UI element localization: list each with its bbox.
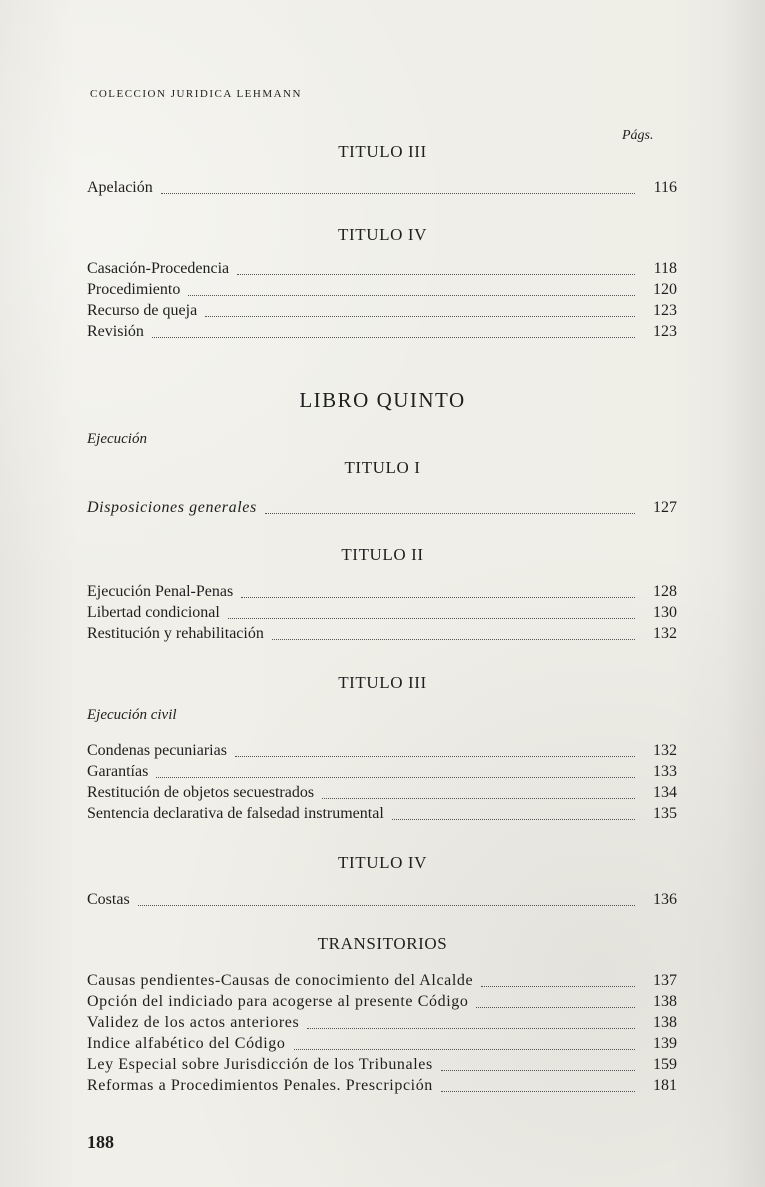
- entry-label: Disposiciones generales: [87, 499, 257, 516]
- entry-label: Procedimiento: [87, 281, 181, 298]
- dot-leader: [272, 639, 635, 640]
- page-number: 188: [87, 1132, 114, 1152]
- toc-entry: [87, 782, 677, 803]
- dot-leader: [156, 777, 635, 778]
- dot-leader: [241, 597, 635, 598]
- pages-column-label: Págs.: [622, 128, 654, 143]
- entry-label: Ley Especial sobre Jurisdicción de los Tribunales: [87, 1056, 433, 1073]
- ejecucion-civil-label: Ejecución civil: [87, 707, 177, 723]
- titulo-iv-heading: TITULO IV: [338, 853, 427, 872]
- section-apelacion: [87, 177, 677, 198]
- section-disposiciones: [87, 497, 677, 518]
- toc-entry: [87, 177, 677, 198]
- entry-label: Opción del indiciado para acogerse al presente Código: [87, 993, 469, 1010]
- dot-leader: [294, 1049, 635, 1050]
- dot-leader: [205, 316, 635, 317]
- titulo-i-heading: TITULO I: [344, 458, 421, 477]
- entry-label: Ejecución Penal-Penas: [87, 583, 234, 600]
- entry-page: 135: [653, 805, 677, 822]
- dot-leader: [307, 1028, 635, 1029]
- toc-entry: [87, 1054, 677, 1075]
- entry-page: 133: [653, 763, 677, 780]
- dot-leader: [237, 274, 635, 275]
- toc-entry: [87, 300, 677, 321]
- toc-entry: [87, 740, 677, 761]
- toc-entry: [87, 497, 677, 518]
- dot-leader: [441, 1070, 635, 1071]
- entry-page: 138: [653, 993, 677, 1010]
- entry-label: Reformas a Procedimientos Penales. Prescripción: [87, 1077, 433, 1094]
- entry-page: 128: [653, 583, 677, 600]
- entry-page: 120: [653, 281, 677, 298]
- libro-quinto-heading: LIBRO QUINTO: [299, 388, 466, 412]
- dot-leader: [138, 905, 635, 906]
- running-head: COLECCION JURIDICA LEHMANN: [90, 88, 302, 100]
- entry-label: Sentencia declarativa de falsedad instrumental: [87, 805, 384, 822]
- titulo-ii-heading: TITULO II: [341, 545, 424, 564]
- section-ejecucion-penal: [87, 581, 677, 644]
- section-transitorios: [87, 970, 677, 1096]
- entry-label: Recurso de queja: [87, 302, 198, 319]
- entry-page: 139: [653, 1035, 677, 1052]
- page-edge-shadow: [725, 0, 765, 1187]
- toc-entry: [87, 761, 677, 782]
- dot-leader: [322, 798, 635, 799]
- entry-page: 134: [653, 784, 677, 801]
- toc-entry: [87, 803, 677, 824]
- toc-entry: [87, 1012, 677, 1033]
- entry-label: Garantías: [87, 763, 149, 780]
- ejecucion-label: Ejecución: [87, 431, 147, 447]
- toc-entry: [87, 623, 677, 644]
- toc-entry: [87, 889, 677, 910]
- entry-label: Restitución y rehabilitación: [87, 625, 264, 642]
- entry-label: Apelación: [87, 179, 153, 196]
- dot-leader: [441, 1091, 635, 1092]
- entry-label: Indice alfabético del Código: [87, 1035, 286, 1052]
- dot-leader: [161, 193, 635, 194]
- titulo-iii-heading: TITULO III: [338, 142, 427, 161]
- entry-page: 159: [653, 1056, 677, 1073]
- entry-label: Causas pendientes-Causas de conocimiento del Alcalde: [87, 972, 474, 989]
- entry-page: 116: [653, 179, 677, 196]
- entry-label: Casación-Procedencia: [87, 260, 230, 277]
- dot-leader: [392, 819, 635, 820]
- dot-leader: [265, 513, 635, 514]
- toc-entry: [87, 321, 677, 342]
- entry-label: Costas: [87, 891, 130, 908]
- entry-label: Libertad condicional: [87, 604, 220, 621]
- toc-entry: [87, 1075, 677, 1096]
- entry-page: 127: [653, 499, 677, 516]
- entry-label: Validez de los actos anteriores: [87, 1014, 300, 1031]
- toc-entry: [87, 991, 677, 1012]
- dot-leader: [228, 618, 635, 619]
- entry-page: 123: [653, 302, 677, 319]
- toc-entry: [87, 970, 677, 991]
- entry-page: 123: [653, 323, 677, 340]
- section-ejecucion-civil: [87, 740, 677, 824]
- entry-page: 136: [653, 891, 677, 908]
- entry-page: 137: [653, 972, 677, 989]
- toc-entry: [87, 602, 677, 623]
- entry-label: Revisión: [87, 323, 144, 340]
- dot-leader: [481, 986, 635, 987]
- entry-page: 181: [653, 1077, 677, 1094]
- dot-leader: [188, 295, 635, 296]
- entry-label: Restitución de objetos secuestrados: [87, 784, 315, 801]
- entry-page: 138: [653, 1014, 677, 1031]
- entry-page: 132: [653, 742, 677, 759]
- entry-page: 130: [653, 604, 677, 621]
- entry-page: 132: [653, 625, 677, 642]
- titulo-iv-heading: TITULO IV: [338, 225, 427, 244]
- toc-entry: [87, 258, 677, 279]
- section-casacion: [87, 258, 677, 342]
- dot-leader: [235, 756, 635, 757]
- dot-leader: [476, 1007, 635, 1008]
- section-costas: [87, 889, 677, 910]
- entry-label: Condenas pecuniarias: [87, 742, 227, 759]
- titulo-iii-heading: TITULO III: [338, 673, 427, 692]
- dot-leader: [152, 337, 635, 338]
- toc-entry: [87, 1033, 677, 1054]
- entry-page: 118: [653, 260, 677, 277]
- transitorios-heading: TRANSITORIOS: [317, 934, 448, 953]
- toc-entry: [87, 581, 677, 602]
- toc-entry: [87, 279, 677, 300]
